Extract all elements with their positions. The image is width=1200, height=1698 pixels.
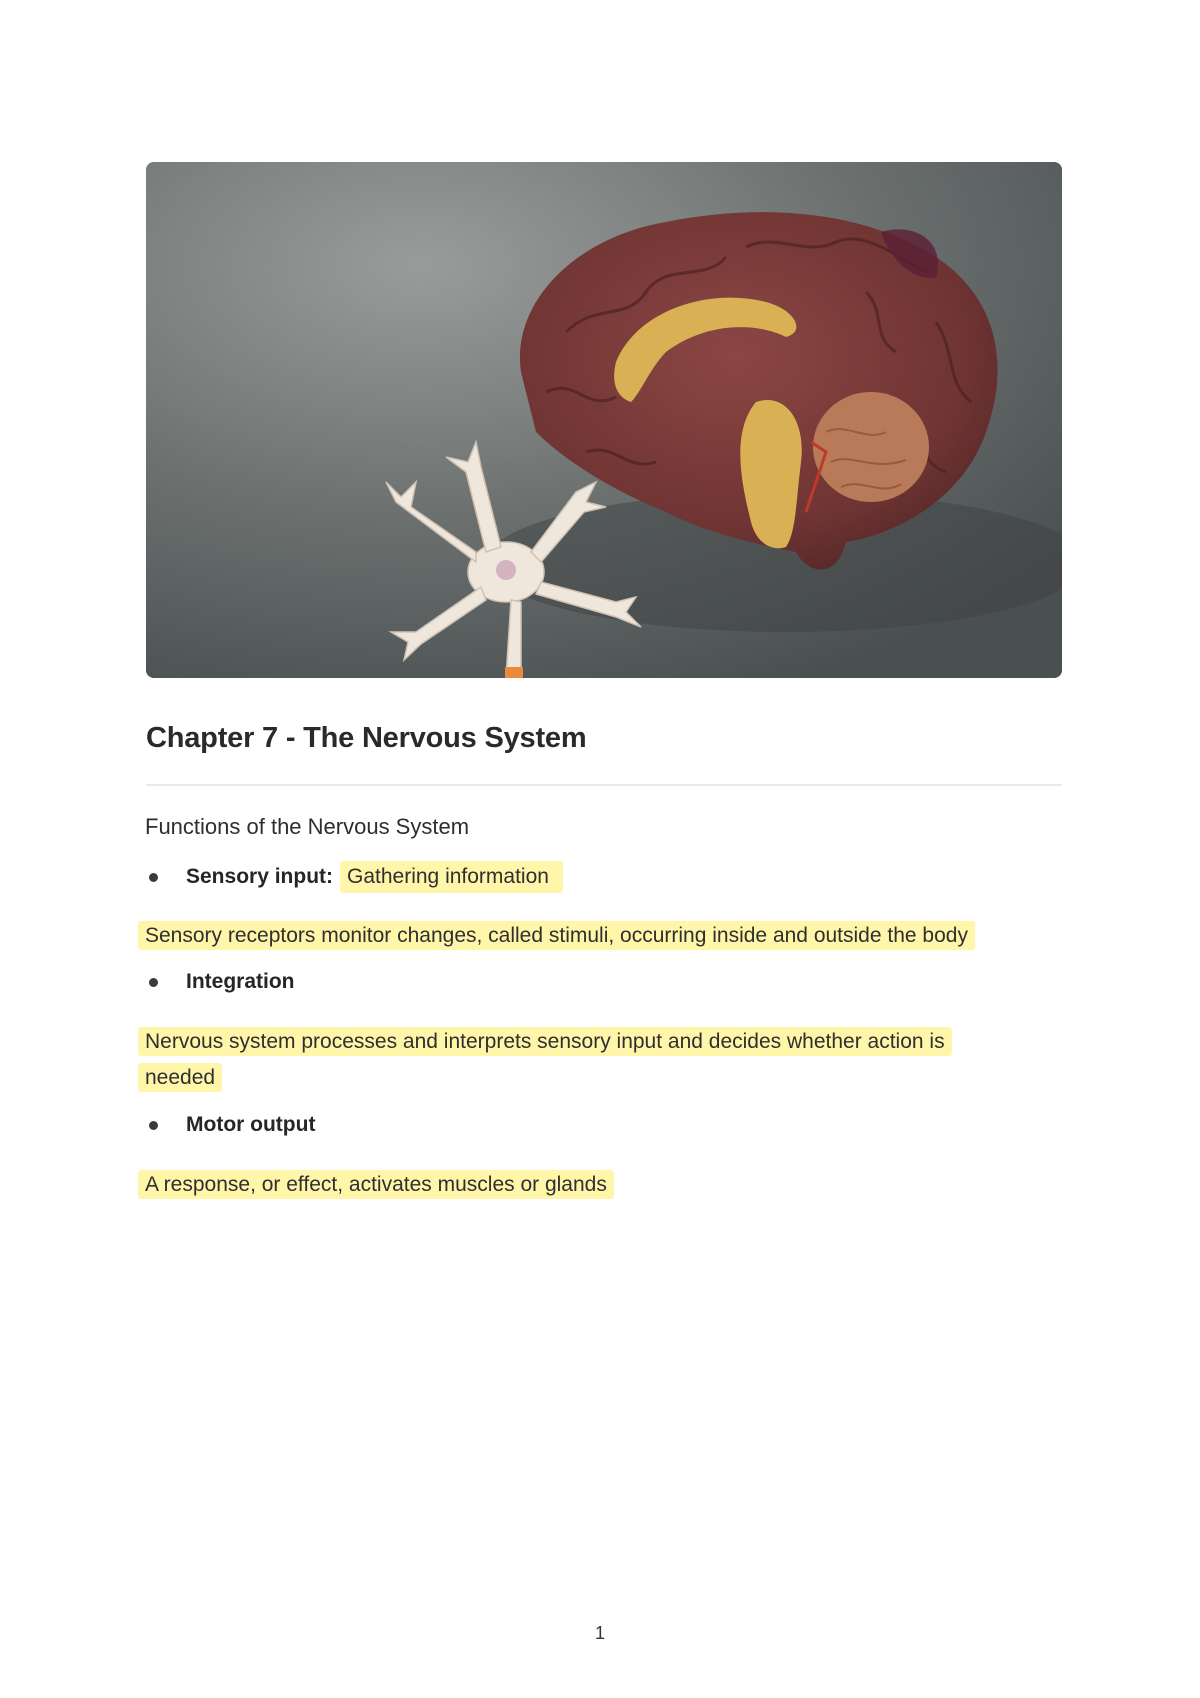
cover-image	[146, 162, 1062, 678]
highlighted-text: A response, or effect, activates muscles or glands	[138, 1170, 614, 1199]
list-item-motor-output	[146, 1113, 315, 1137]
list-item-integration	[146, 970, 295, 994]
highlighted-text: Gathering information	[340, 861, 563, 893]
item-label: Integration	[186, 970, 295, 993]
item-paragraph-integration	[138, 1024, 1018, 1096]
bullet-icon	[149, 978, 158, 987]
item-label: Motor output	[186, 1113, 316, 1136]
item-paragraph-sensory	[138, 918, 975, 954]
item-paragraph-motor	[138, 1167, 614, 1203]
item-label: Sensory input:	[186, 865, 334, 888]
bullet-icon	[149, 1121, 158, 1130]
title-divider	[146, 784, 1062, 786]
highlighted-text: Nervous system processes and interprets sensory input and decides whether action is needed	[138, 1027, 952, 1092]
section-heading: Functions of the Nervous System	[145, 814, 470, 839]
page-title: Chapter 7 - The Nervous System	[146, 722, 587, 754]
list-item-sensory-input	[146, 861, 563, 893]
bullet-icon	[149, 873, 158, 882]
page-number: 1	[594, 1623, 605, 1643]
highlighted-text: Sensory receptors monitor changes, called stimuli, occurring inside and outside the body	[138, 921, 975, 950]
brain-model-photo	[146, 162, 1062, 678]
